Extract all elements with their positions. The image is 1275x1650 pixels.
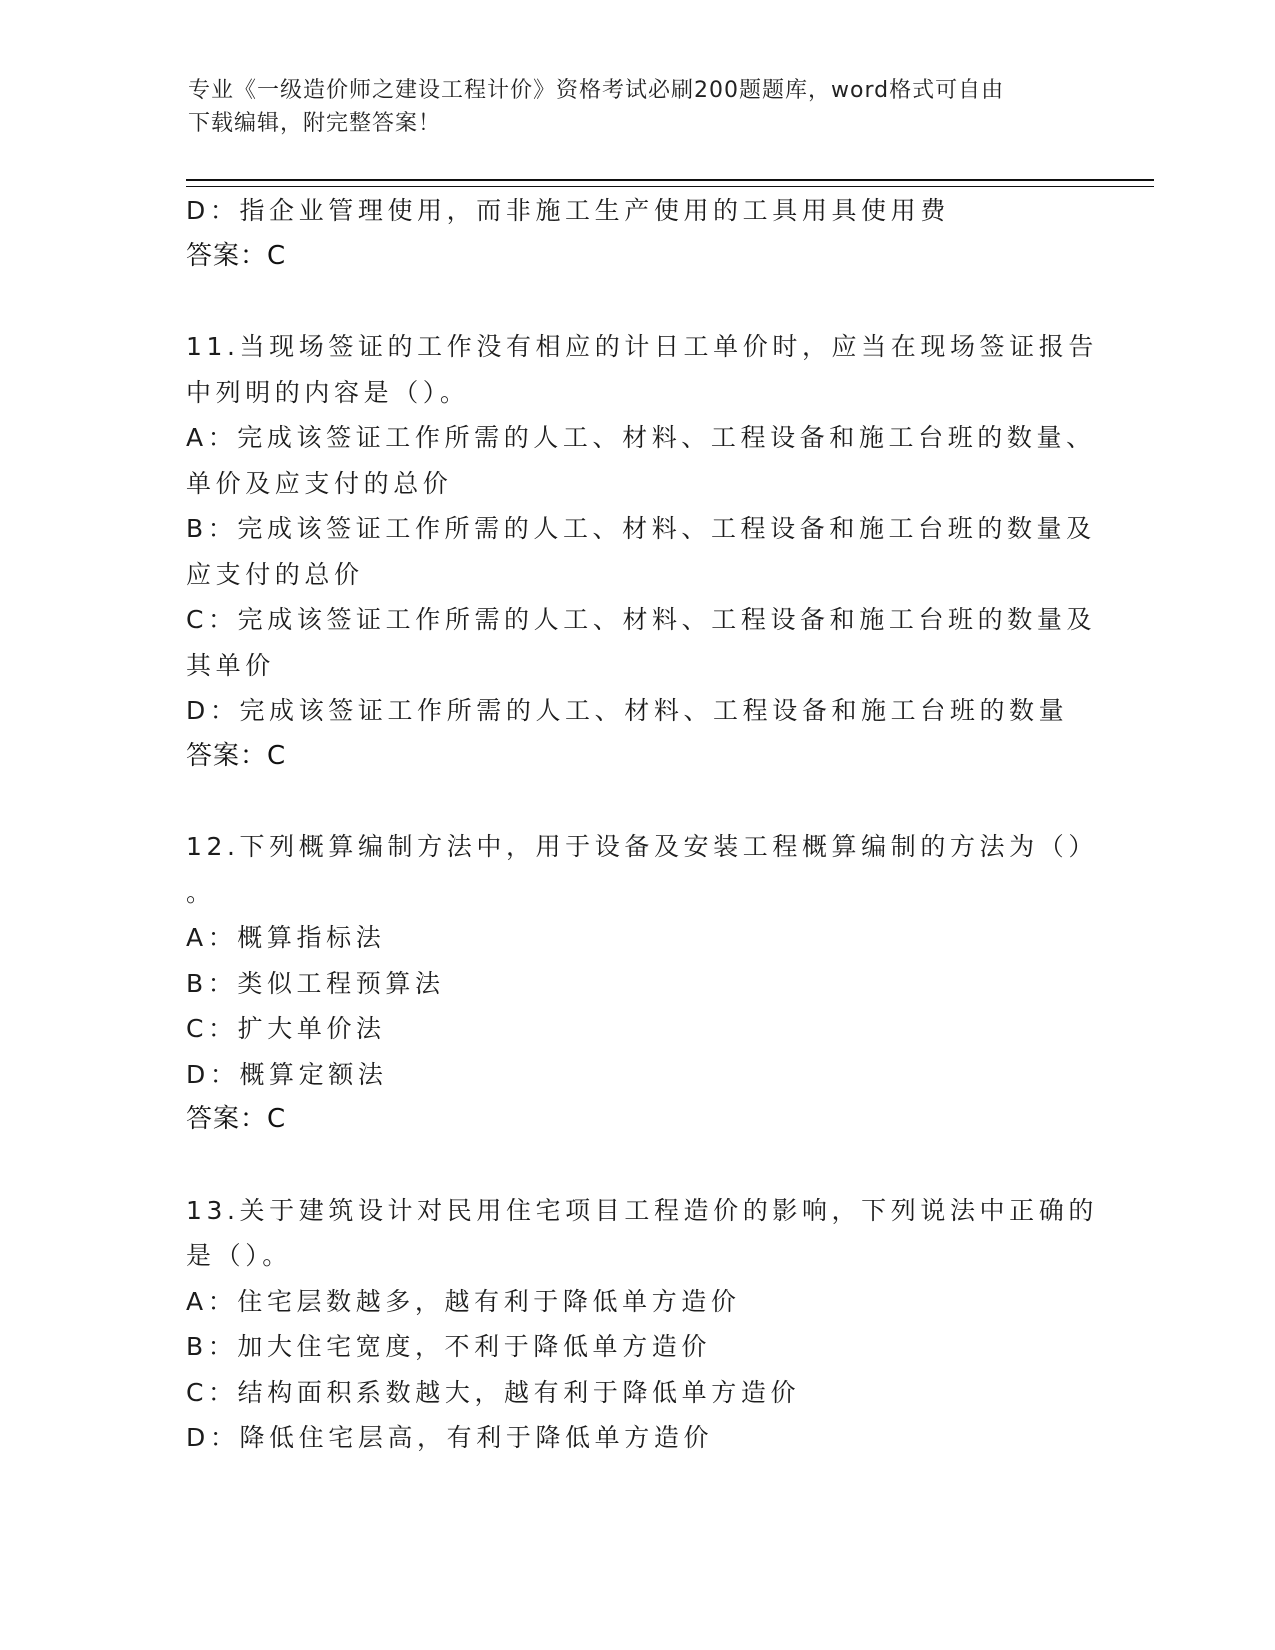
question-content bbox=[186, 188, 1098, 1461]
question-stem: 12.下列概算编制方法中，用于设备及安装工程概算编制的方法为（） bbox=[186, 832, 1098, 861]
option-d: D：指企业管理使用，而非施工生产使用的工具用具使用费 bbox=[186, 196, 950, 225]
answer: 答案：C bbox=[186, 1104, 287, 1134]
answer: 答案：C bbox=[186, 240, 287, 271]
header-line-1: 专业《一级造价师之建设工程计价》资格考试必刷200题题库，word格式可自由 bbox=[188, 78, 1005, 103]
spacer bbox=[186, 779, 1086, 824]
option-a: A：住宅层数越多，越有利于降低单方造价 bbox=[186, 1286, 741, 1316]
question-13 bbox=[186, 1188, 1098, 1461]
option-a: 单价及应支付的总价 bbox=[186, 468, 453, 498]
header-line-2: 下载编辑，附完整答案！ bbox=[188, 111, 442, 136]
option-b: B：加大住宅宽度，不利于降低单方造价 bbox=[186, 1332, 711, 1361]
header-divider bbox=[186, 179, 1154, 187]
spacer bbox=[186, 1143, 1086, 1188]
question-stem: 。 bbox=[186, 877, 216, 907]
previous-question-tail bbox=[186, 188, 1086, 279]
question-stem: 是（）。 bbox=[186, 1241, 292, 1270]
option-c: C：完成该签证工作所需的人工、材料、工程设备和施工台班的数量及 bbox=[186, 605, 1097, 634]
question-stem: 13.关于建筑设计对民用住宅项目工程造价的影响，下列说法中正确的 bbox=[186, 1195, 1098, 1225]
option-d: D：降低住宅层高，有利于降低单方造价 bbox=[186, 1423, 714, 1452]
question-11 bbox=[186, 324, 1098, 779]
question-stem: 中列明的内容是（）。 bbox=[186, 377, 470, 407]
option-c: C：结构面积系数越大，越有利于降低单方造价 bbox=[186, 1377, 801, 1407]
option-c: C：扩大单价法 bbox=[186, 1014, 386, 1043]
option-b: 应支付的总价 bbox=[186, 559, 364, 589]
page-header bbox=[188, 74, 1088, 140]
answer: 答案：C bbox=[186, 740, 287, 771]
question-stem: 11.当现场签证的工作没有相应的计日工单价时，应当在现场签证报告 bbox=[186, 332, 1098, 361]
spacer bbox=[186, 279, 1086, 324]
option-a: A：完成该签证工作所需的人工、材料、工程设备和施工台班的数量、 bbox=[186, 423, 1096, 452]
question-12 bbox=[186, 824, 1098, 1143]
option-c: 其单价 bbox=[186, 650, 275, 680]
option-b: B：完成该签证工作所需的人工、材料、工程设备和施工台班的数量及 bbox=[186, 514, 1096, 543]
option-a: A：概算指标法 bbox=[186, 923, 386, 952]
option-d: D：概算定额法 bbox=[186, 1059, 388, 1089]
option-d: D：完成该签证工作所需的人工、材料、工程设备和施工台班的数量 bbox=[186, 696, 1069, 725]
option-b: B：类似工程预算法 bbox=[186, 968, 445, 998]
